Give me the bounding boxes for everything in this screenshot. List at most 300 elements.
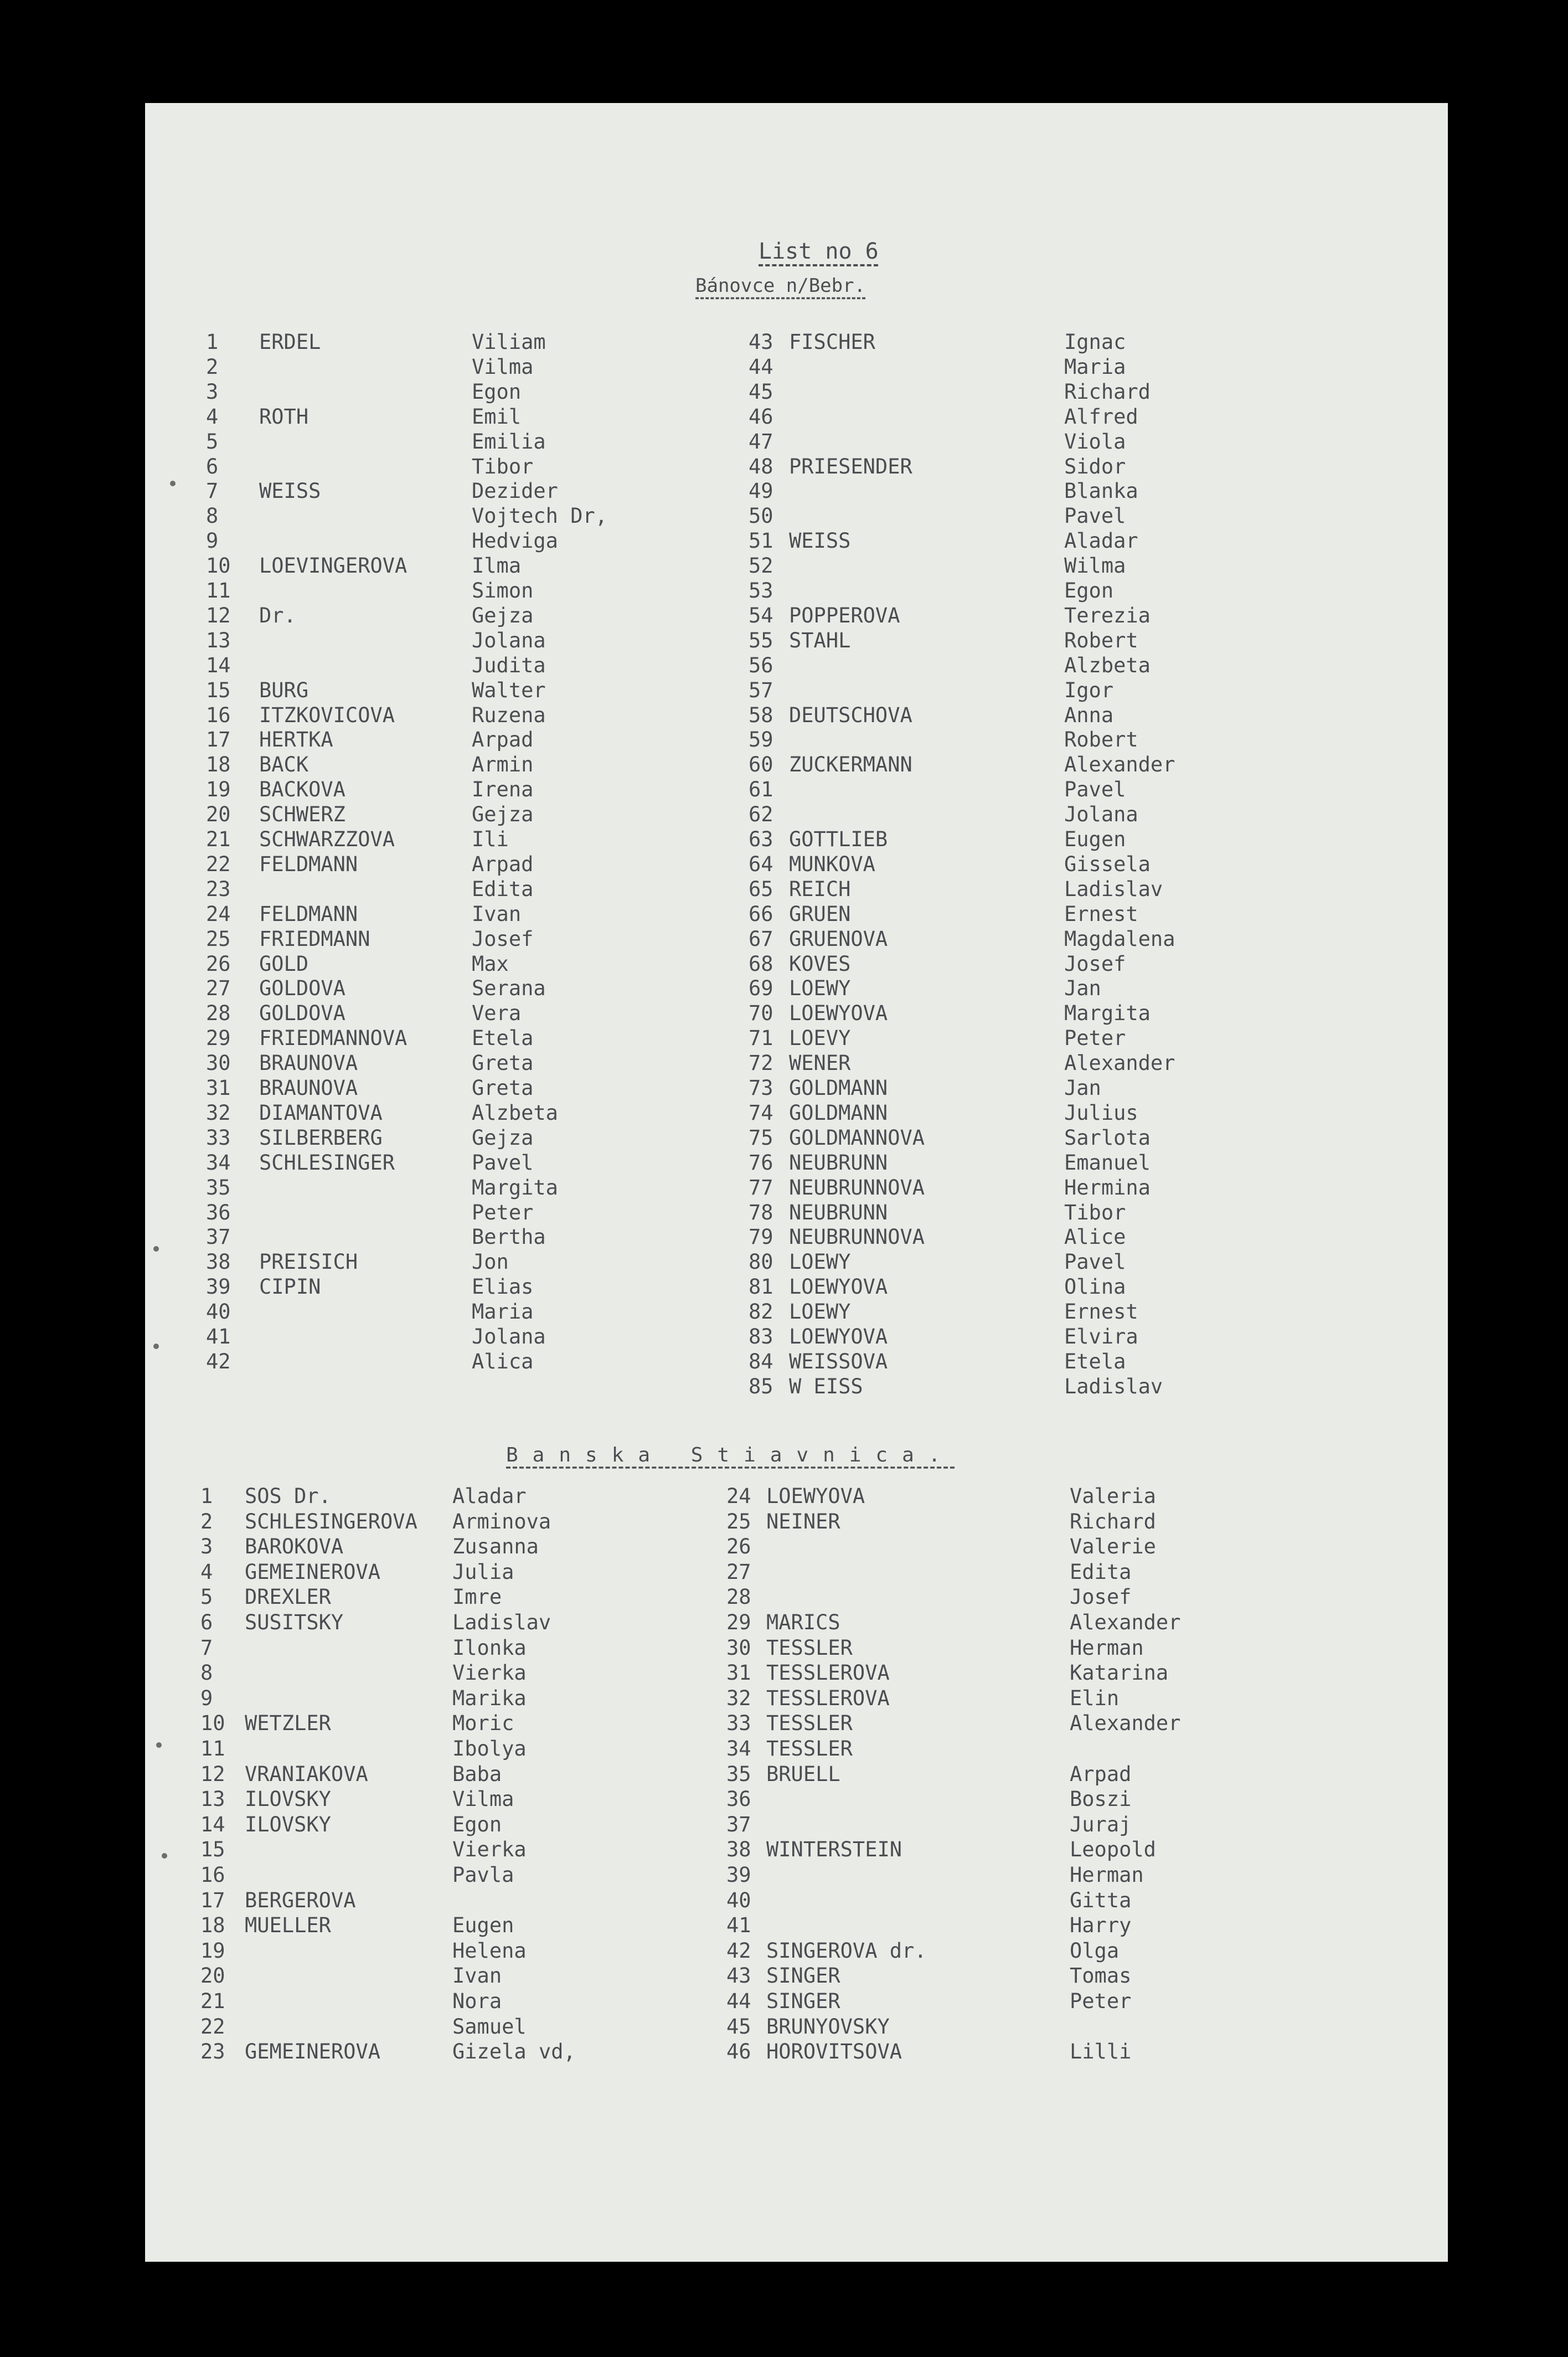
row-number: 37 [726,1812,751,1836]
row-number: 24 [726,1484,751,1508]
surname: POPPEROVA [789,603,900,627]
given-name: Etela [472,1026,534,1051]
row-number: 40 [206,1300,231,1324]
row-number: 68 [749,951,773,976]
given-name: Ivan [472,902,522,926]
given-name: Margita [472,1175,558,1200]
given-name: Julia [452,1560,514,1584]
row-number: 39 [726,1863,751,1887]
surname: ROTH [259,404,309,429]
surname: Dr. [259,603,296,627]
given-name: Arminova [452,1509,551,1533]
row-number: 74 [749,1100,773,1125]
given-name: Richard [1070,1509,1156,1533]
given-name: Olina [1064,1275,1126,1299]
given-name: Anna [1064,703,1114,727]
surname: GOLDMANNOVA [789,1125,925,1150]
row-number: 83 [749,1325,773,1349]
row-number: 16 [200,1863,225,1887]
surname: GOLDMANN [789,1100,888,1125]
row-number: 13 [206,628,231,652]
given-name: Gizela vd, [452,2040,576,2064]
given-name: Marika [452,1686,527,1710]
given-name: Alice [1064,1225,1126,1249]
row-number: 17 [206,728,231,752]
given-name: Gejza [472,802,534,827]
given-name: Viliam [472,330,546,354]
given-name: Ilonka [452,1635,527,1660]
given-name: Gejza [472,603,534,627]
surname: BAROKOVA [245,1535,344,1559]
row-number: 51 [749,529,773,553]
row-number: 20 [206,802,231,827]
row-number: 17 [200,1888,225,1912]
given-name: Gissela [1064,852,1151,876]
surname: GOTTLIEB [789,827,888,851]
surname: ILOVSKY [245,1787,331,1812]
surname: BURG [259,678,309,702]
row-number: 8 [200,1661,213,1685]
surname: LOEWY [789,976,851,1001]
row-number: 36 [206,1200,231,1224]
surname: SOS Dr. [245,1484,331,1508]
row-number: 23 [200,2040,225,2064]
given-name: Julius [1064,1100,1138,1125]
row-number: 13 [200,1787,225,1812]
surname: KOVES [789,951,851,976]
row-number: 23 [206,877,231,901]
surname: MUNKOVA [789,852,875,876]
given-name: Josef [1070,1585,1132,1609]
row-number: 7 [200,1635,213,1660]
given-name: Vojtech Dr, [472,504,608,528]
row-number: 18 [200,1913,225,1938]
surname: SCHWARZZOVA [259,827,395,851]
row-number: 19 [200,1938,225,1963]
given-name: Peter [1070,1989,1132,2013]
row-number: 21 [200,1989,225,2013]
surname: BRUELL [766,1762,840,1786]
given-name: Tomas [1070,1964,1132,1988]
row-number: 33 [726,1711,751,1736]
row-number: 11 [200,1737,225,1761]
surname: NEINER [766,1509,840,1533]
row-number: 60 [749,753,773,777]
surname: HERTKA [259,728,333,752]
row-number: 3 [206,379,219,404]
given-name: Pavel [1064,1250,1126,1274]
row-number: 45 [726,2014,751,2039]
surname: DEUTSCHOVA [789,703,912,727]
row-number: 10 [206,554,231,578]
row-number: 73 [749,1076,773,1100]
given-name: Sarlota [1064,1125,1151,1150]
given-name: Margita [1064,1001,1151,1026]
row-number: 80 [749,1250,773,1274]
surname: ERDEL [259,330,321,354]
row-number: 28 [206,1001,231,1026]
row-number: 81 [749,1275,773,1299]
given-name: Blanka [1064,479,1138,503]
surname: LOEWYOVA [789,1325,888,1349]
given-name: Emanuel [1064,1150,1151,1175]
given-name: Emil [472,404,522,429]
surname: LOEVINGEROVA [259,554,408,578]
row-number: 9 [200,1686,213,1710]
given-name: Josef [1064,951,1126,976]
surname: NEUBRUNNOVA [789,1225,925,1249]
surname: SINGEROVA dr. [766,1938,927,1963]
given-name: Tibor [472,454,534,478]
given-name: Peter [472,1200,534,1224]
given-name: Serana [472,976,546,1001]
surname: GEMEINEROVA [245,2040,381,2064]
given-name: Pavel [472,1150,534,1175]
row-number: 7 [206,479,219,503]
row-number: 40 [726,1888,751,1912]
given-name: Hedviga [472,529,558,553]
given-name: Egon [452,1812,502,1836]
given-name: Sidor [1064,454,1126,478]
given-name: Richard [1064,379,1151,404]
given-name: Alexander [1064,753,1175,777]
row-number: 22 [200,2014,225,2039]
given-name: Ibolya [452,1737,527,1761]
row-number: 49 [749,479,773,503]
row-number: 16 [206,703,231,727]
given-name: Alzbeta [1064,653,1151,677]
row-number: 59 [749,728,773,752]
given-name: Emilia [472,429,546,454]
surname: LOEWYOVA [766,1484,865,1508]
given-name: Ladislav [452,1610,551,1634]
surname: FRIEDMANNOVA [259,1026,408,1051]
surname: ZUCKERMANN [789,753,912,777]
surname: LOEVY [789,1026,851,1051]
given-name: Juraj [1070,1812,1132,1836]
row-number: 32 [726,1686,751,1710]
row-number: 2 [206,354,219,379]
row-number: 21 [206,827,231,851]
row-number: 55 [749,628,773,652]
given-name: Ruzena [472,703,546,727]
given-name: Herman [1070,1635,1144,1660]
given-name: Imre [452,1585,502,1609]
punch-hole [153,1246,159,1252]
given-name: Vilma [472,354,534,379]
surname: BERGEROVA [245,1888,356,1912]
given-name: Alexander [1070,1610,1181,1634]
punch-hole [153,1344,159,1349]
given-name: Pavel [1064,778,1126,802]
surname: SUSITSKY [245,1610,344,1634]
row-number: 12 [206,603,231,627]
row-number: 70 [749,1001,773,1026]
given-name: Dezider [472,479,558,503]
surname: GOLDMANN [789,1076,888,1100]
surname: REICH [789,877,851,901]
row-number: 66 [749,902,773,926]
given-name: Alfred [1064,404,1138,429]
row-number: 46 [749,404,773,429]
given-name: Gejza [472,1125,534,1150]
surname: BRUNYOVSKY [766,2014,890,2039]
surname: ITZKOVICOVA [259,703,395,727]
given-name: Ladislav [1064,877,1163,901]
given-name: Gitta [1070,1888,1132,1912]
row-number: 1 [200,1484,213,1508]
surname: FELDMANN [259,852,358,876]
row-number: 15 [200,1838,225,1862]
given-name: Peter [1064,1026,1126,1051]
row-number: 76 [749,1150,773,1175]
row-number: 53 [749,579,773,603]
surname: STAHL [789,628,851,652]
given-name: Robert [1064,728,1138,752]
row-number: 10 [200,1711,225,1736]
given-name: Egon [472,379,522,404]
row-number: 9 [206,529,219,553]
given-name: Jolana [472,628,546,652]
surname: MARICS [766,1610,840,1634]
given-name: Elias [472,1275,534,1299]
given-name: Wilma [1064,554,1126,578]
given-name: Valeria [1070,1484,1156,1508]
row-number: 3 [200,1535,213,1559]
surname: PREISICH [259,1250,358,1274]
row-number: 15 [206,678,231,702]
given-name: Hermina [1064,1175,1151,1200]
row-number: 79 [749,1225,773,1249]
row-number: 33 [206,1125,231,1150]
row-number: 5 [206,429,219,454]
surname: NEUBRUNN [789,1200,888,1224]
section-heading-banovce: Bánovce n/Bebr. [695,275,866,297]
given-name: Leopold [1070,1838,1156,1862]
given-name: Harry [1070,1913,1132,1938]
given-name: Arpad [472,852,534,876]
given-name: Walter [472,678,546,702]
row-number: 64 [749,852,773,876]
given-name: Etela [1064,1349,1126,1373]
row-number: 47 [749,429,773,454]
row-number: 41 [206,1325,231,1349]
punch-hole [162,1853,167,1859]
row-number: 58 [749,703,773,727]
given-name: Maria [472,1300,534,1324]
given-name: Ernest [1064,902,1138,926]
row-number: 35 [726,1762,751,1786]
given-name: Terezia [1064,603,1151,627]
row-number: 54 [749,603,773,627]
row-number: 38 [726,1838,751,1862]
surname: DIAMANTOVA [259,1100,383,1125]
row-number: 18 [206,753,231,777]
given-name: Greta [472,1076,534,1100]
given-name: Baba [452,1762,502,1786]
row-number: 31 [206,1076,231,1100]
row-number: 43 [726,1964,751,1988]
given-name: Katarina [1070,1661,1169,1685]
given-name: Vierka [452,1838,527,1862]
surname: WEISSOVA [789,1349,888,1373]
surname: DREXLER [245,1585,331,1609]
surname: TESSLER [766,1711,853,1736]
row-number: 50 [749,504,773,528]
punch-hole [156,1742,162,1748]
row-number: 6 [200,1610,213,1634]
surname: NEUBRUNN [789,1150,888,1175]
row-number: 85 [749,1374,773,1398]
row-number: 26 [726,1535,751,1559]
given-name: Jolana [1064,802,1138,827]
given-name: Nora [452,1989,502,2013]
given-name: Greta [472,1051,534,1075]
row-number: 20 [200,1964,225,1988]
given-name: Samuel [452,2014,527,2039]
given-name: Irena [472,778,534,802]
row-number: 44 [726,1989,751,2013]
surname: GOLD [259,951,309,976]
given-name: Josef [472,927,534,951]
row-number: 52 [749,554,773,578]
row-number: 2 [200,1509,213,1533]
given-name: Herman [1070,1863,1144,1887]
given-name: Olga [1070,1938,1120,1963]
surname: BRAUNOVA [259,1076,358,1100]
row-number: 61 [749,778,773,802]
surname: FISCHER [789,330,875,354]
row-number: 25 [206,927,231,951]
given-name: Ladislav [1064,1374,1163,1398]
given-name: Vilma [452,1787,514,1812]
given-name: Ivan [452,1964,502,1988]
given-name: Ignac [1064,330,1126,354]
row-number: 78 [749,1200,773,1224]
surname: NEUBRUNNOVA [789,1175,925,1200]
row-number: 38 [206,1250,231,1274]
given-name: Alexander [1064,1051,1175,1075]
row-number: 44 [749,354,773,379]
row-number: 31 [726,1661,751,1685]
row-number: 82 [749,1300,773,1324]
surname: WEISS [789,529,851,553]
given-name: Bertha [472,1225,546,1249]
row-number: 84 [749,1349,773,1373]
given-name: Eugen [452,1913,514,1938]
surname: LOEWY [789,1250,851,1274]
given-name: Pavla [452,1863,514,1887]
row-number: 22 [206,852,231,876]
row-number: 19 [206,778,231,802]
given-name: Maria [1064,354,1126,379]
row-number: 26 [206,951,231,976]
page-title: List no 6 [759,239,879,264]
surname: TESSLEROVA [766,1686,890,1710]
row-number: 27 [206,976,231,1001]
given-name: Alzbeta [472,1100,558,1125]
surname: SCHLESINGER [259,1150,395,1175]
surname: LOEWY [789,1300,851,1324]
row-number: 11 [206,579,231,603]
row-number: 36 [726,1787,751,1812]
given-name: Judita [472,653,546,677]
surname: SINGER [766,1964,840,1988]
surname: BRAUNOVA [259,1051,358,1075]
given-name: Ili [472,827,509,851]
surname: LOEWYOVA [789,1001,888,1026]
given-name: Jolana [472,1325,546,1349]
row-number: 25 [726,1509,751,1533]
row-number: 34 [206,1150,231,1175]
surname: GOLDOVA [259,1001,345,1026]
given-name: Eugen [1064,827,1126,851]
given-name: Armin [472,753,534,777]
surname: VRANIAKOVA [245,1762,368,1786]
row-number: 42 [206,1349,231,1373]
row-number: 62 [749,802,773,827]
given-name: Aladar [452,1484,527,1508]
surname: FELDMANN [259,902,358,926]
row-number: 57 [749,678,773,702]
given-name: Magdalena [1064,927,1175,951]
given-name: Egon [1064,579,1114,603]
surname: WENER [789,1051,851,1075]
row-number: 4 [200,1560,213,1584]
given-name: Edita [1070,1560,1132,1584]
surname: TESSLER [766,1635,853,1660]
row-number: 46 [726,2040,751,2064]
row-number: 28 [726,1585,751,1609]
row-number: 39 [206,1275,231,1299]
row-number: 29 [206,1026,231,1051]
given-name: Zusanna [452,1535,539,1559]
surname: SINGER [766,1989,840,2013]
given-name: Valerie [1070,1535,1156,1559]
row-number: 30 [726,1635,751,1660]
given-name: Moric [452,1711,514,1736]
row-number: 56 [749,653,773,677]
row-number: 43 [749,330,773,354]
given-name: Jan [1064,1076,1101,1100]
surname: WINTERSTEIN [766,1838,902,1862]
given-name: Alexander [1070,1711,1181,1736]
given-name: Elvira [1064,1325,1138,1349]
given-name: Max [472,951,509,976]
surname: LOEWYOVA [789,1275,888,1299]
row-number: 27 [726,1560,751,1584]
row-number: 32 [206,1100,231,1125]
surname: W EISS [789,1374,863,1398]
given-name: Jon [472,1250,509,1274]
row-number: 29 [726,1610,751,1634]
given-name: Lilli [1070,2040,1132,2064]
row-number: 67 [749,927,773,951]
row-number: 71 [749,1026,773,1051]
row-number: 4 [206,404,219,429]
given-name: Arpad [472,728,534,752]
surname: GRUEN [789,902,851,926]
row-number: 30 [206,1051,231,1075]
row-number: 42 [726,1938,751,1963]
surname: TESSLEROVA [766,1661,890,1685]
surname: MUELLER [245,1913,331,1938]
surname: HOROVITSOVA [766,2040,902,2064]
surname: GEMEINEROVA [245,1560,381,1584]
given-name: Ernest [1064,1300,1138,1324]
given-name: Tibor [1064,1200,1126,1224]
row-number: 14 [200,1812,225,1836]
